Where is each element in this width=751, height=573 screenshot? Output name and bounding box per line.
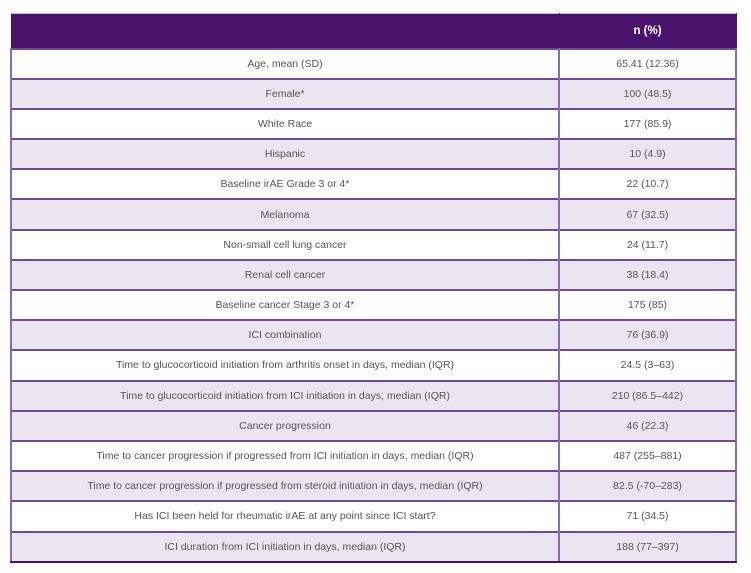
row-label: White Race [11, 109, 559, 139]
table-row [11, 230, 736, 260]
row-value: 76 (36.9) [559, 320, 736, 350]
row-label: Melanoma [11, 199, 559, 229]
row-value: 46 (22.3) [559, 411, 736, 441]
table-body [11, 49, 736, 562]
table-row [11, 199, 736, 229]
row-value: 24 (11.7) [559, 230, 736, 260]
row-value: 65.41 (12.36) [559, 49, 736, 79]
table-row [11, 411, 736, 441]
row-value: 487 (255–881) [559, 441, 736, 471]
table-row [11, 532, 736, 562]
row-value: 10 (4.9) [559, 139, 736, 169]
row-label: Age, mean (SD) [11, 49, 559, 79]
table-row [11, 260, 736, 290]
row-value: 38 (18.4) [559, 260, 736, 290]
row-label: Baseline irAE Grade 3 or 4* [11, 169, 559, 199]
row-label: Renal cell cancer [11, 260, 559, 290]
row-label: Hispanic [11, 139, 559, 169]
table-row [11, 441, 736, 471]
row-value: 210 (86.5–442) [559, 381, 736, 411]
row-label: Non-small cell lung cancer [11, 230, 559, 260]
row-value: 100 (48.5) [559, 79, 736, 109]
row-value: 22 (10.7) [559, 169, 736, 199]
row-label: Cancer progression [11, 411, 559, 441]
table-row [11, 471, 736, 501]
row-label: Has ICI been held for rheumatic irAE at any point since ICI start? [11, 501, 559, 531]
row-value: 67 (32.5) [559, 199, 736, 229]
row-value: 188 (77–397) [559, 532, 736, 562]
row-value: 71 (34.5) [559, 501, 736, 531]
characteristics-table-container [10, 13, 735, 563]
header-n-percent: n (%) [559, 14, 736, 49]
table-row [11, 381, 736, 411]
row-label: Time to glucocorticoid initiation from arthritis onset in days, median (IQR) [11, 350, 559, 380]
row-value: 177 (85.9) [559, 109, 736, 139]
row-label: Time to glucocorticoid initiation from ICI initiation in days, median (IQR) [11, 381, 559, 411]
row-label: Time to cancer progression if progressed from steroid initiation in days, median (IQR) [11, 471, 559, 501]
table-row [11, 139, 736, 169]
table-header-row [11, 14, 736, 49]
header-characteristic [11, 14, 559, 49]
row-label: Female* [11, 79, 559, 109]
table-row [11, 501, 736, 531]
table-row [11, 169, 736, 199]
table-row [11, 350, 736, 380]
table-row [11, 49, 736, 79]
row-value: 82.5 (-70–283) [559, 471, 736, 501]
row-label: Baseline cancer Stage 3 or 4* [11, 290, 559, 320]
row-value: 175 (85) [559, 290, 736, 320]
characteristics-table [10, 13, 737, 563]
table-row [11, 109, 736, 139]
table-row [11, 79, 736, 109]
row-label: ICI combination [11, 320, 559, 350]
table-row [11, 320, 736, 350]
row-label: ICI duration from ICI initiation in days, median (IQR) [11, 532, 559, 562]
row-value: 24.5 (3–63) [559, 350, 736, 380]
row-label: Time to cancer progression if progressed from ICI initiation in days, median (IQR) [11, 441, 559, 471]
table-row [11, 290, 736, 320]
